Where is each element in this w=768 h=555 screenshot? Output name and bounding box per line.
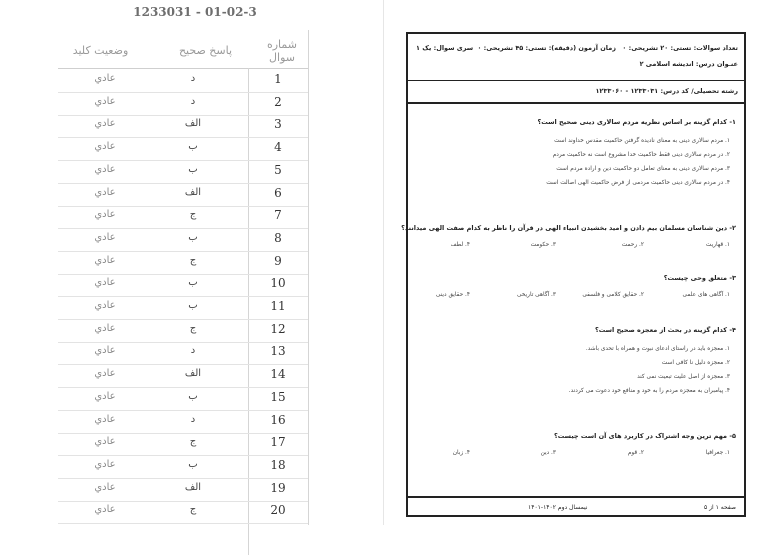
question-number-cell: 5 bbox=[274, 162, 282, 177]
header-correct-answer: پاسخ صحیح bbox=[178, 44, 233, 57]
key-status-cell: عادي bbox=[94, 231, 116, 243]
question-text: ۲- دین شناسان مسلمان بیم دادن و امید بخشیدن انبیاء الهی در قرآن را ناظر به کدام صفت الهی میدانند؟ bbox=[401, 224, 736, 232]
key-status-cell: عادي bbox=[94, 390, 116, 402]
key-status-cell: عادي bbox=[94, 254, 116, 266]
key-status-cell: عادي bbox=[94, 277, 116, 289]
correct-answer-cell: د bbox=[190, 95, 196, 107]
header-divider-line bbox=[408, 80, 744, 81]
key-status-cell: عادي bbox=[94, 141, 116, 153]
option: ۳. معجزه از اصل علیت تبعیت نمی کند bbox=[637, 374, 730, 380]
option: ۲. حقایق کلامی و فلسفی bbox=[582, 292, 644, 298]
exam-footer bbox=[408, 496, 744, 519]
question-text: ۳- متعلق وحی چیست؟ bbox=[663, 274, 736, 282]
correct-answer-cell: ب bbox=[188, 141, 198, 153]
table-row bbox=[58, 161, 308, 184]
question-text: ۵- مهم ترین وجه اشتراک در کاربرد های آن است چیست؟ bbox=[554, 432, 736, 440]
question-number-cell: 10 bbox=[270, 276, 286, 291]
option: ۴. پیامبران به معجزه مردم را به خود و منافع خود دعوت می کردند. bbox=[568, 388, 730, 394]
table-row bbox=[58, 365, 308, 388]
question-number-cell: 11 bbox=[270, 299, 286, 313]
question-number-cell: 2 bbox=[274, 94, 282, 109]
question-count: تعداد سوالات: تستی: ۲۰ تشریحی: ۰ bbox=[622, 44, 738, 52]
question-number-cell: 15 bbox=[270, 389, 286, 404]
key-status-cell: عادي bbox=[94, 95, 116, 107]
correct-answer-cell: الف bbox=[184, 186, 202, 198]
option: ۴. در مردم سالاری دینی حاکمیت مردمی از فرض حاکمیت الهی اصالت است bbox=[546, 180, 730, 186]
table-row bbox=[58, 138, 308, 161]
correct-answer-cell: الف bbox=[184, 368, 202, 380]
correct-answer-cell: ب bbox=[188, 300, 198, 311]
table-row bbox=[58, 297, 308, 320]
key-status-cell: عادي bbox=[94, 504, 116, 516]
correct-answer-cell: ج bbox=[189, 254, 197, 266]
table-row bbox=[58, 184, 308, 207]
term-label: نیمسال دوم ۱۴۰۲-۱۴۰۱ bbox=[528, 504, 588, 511]
correct-answer-cell: ب bbox=[188, 458, 198, 470]
table-row bbox=[58, 433, 308, 456]
question-number-cell: 17 bbox=[270, 435, 286, 450]
question-1 bbox=[416, 118, 736, 186]
answer-key-title: 1233031 - 01-02-3 bbox=[133, 5, 257, 19]
options-row bbox=[416, 242, 736, 252]
header-question-number: شماره سوال bbox=[266, 38, 297, 64]
correct-answer-cell: د bbox=[190, 73, 196, 84]
question-number-cell: 19 bbox=[270, 480, 286, 495]
option: ۴. زبان bbox=[452, 450, 470, 456]
option: ۱. معجزه باید در راستای ادعای نبوت و همراه با تحدی باشد. bbox=[585, 346, 730, 352]
question-4 bbox=[416, 326, 736, 394]
option: ۳. آگاهی تاریخی bbox=[516, 292, 556, 298]
question-number-cell: 20 bbox=[270, 503, 286, 518]
question-number-cell: 13 bbox=[270, 344, 286, 359]
option: ۲. رحمت bbox=[621, 242, 644, 248]
question-number-cell: 16 bbox=[270, 412, 286, 427]
option: ۱. قهاریت bbox=[705, 242, 730, 248]
exam-header bbox=[408, 34, 744, 104]
option: ۱. جغرافیا bbox=[705, 450, 730, 456]
key-status-cell: عادي bbox=[94, 186, 116, 198]
key-status-cell: عادي bbox=[94, 458, 116, 470]
exam-duration: زمان آزمون (دقیقه): تستی: ۴۵ تشریحی: ۰ bbox=[477, 44, 616, 52]
key-status-cell: عادي bbox=[94, 300, 116, 311]
table-row bbox=[58, 252, 308, 275]
question-number-cell: 6 bbox=[274, 185, 282, 200]
question-number-cell: 7 bbox=[274, 208, 282, 223]
option: ۴. لطف bbox=[450, 242, 470, 248]
correct-answer-cell: ب bbox=[188, 277, 198, 289]
question-number-cell: 12 bbox=[270, 321, 286, 336]
option: ۲. قوم bbox=[627, 450, 644, 456]
table-row bbox=[58, 320, 308, 343]
question-number-cell: 3 bbox=[274, 117, 282, 132]
table-row bbox=[58, 229, 308, 252]
key-status-cell: عادي bbox=[94, 436, 116, 448]
correct-answer-cell: ب bbox=[188, 390, 198, 402]
option: ۳. حکومت bbox=[530, 242, 556, 248]
correct-answer-cell: الف bbox=[184, 481, 202, 493]
table-row bbox=[58, 206, 308, 229]
key-status-cell: عادي bbox=[94, 322, 116, 334]
question-number-cell: 8 bbox=[274, 230, 282, 245]
exam-sheet bbox=[401, 32, 746, 517]
correct-answer-cell: ج bbox=[189, 209, 197, 221]
question-number-cell: 14 bbox=[270, 367, 286, 382]
table-row bbox=[58, 115, 308, 138]
correct-answer-cell: د bbox=[190, 413, 196, 425]
question-number-cell: 18 bbox=[270, 457, 286, 472]
question-number-cell: 4 bbox=[274, 140, 282, 155]
question-5 bbox=[416, 432, 736, 460]
correct-answer-cell: ج bbox=[189, 504, 197, 516]
table-row bbox=[58, 342, 308, 365]
correct-answer-cell: الف bbox=[184, 118, 202, 130]
correct-answer-cell: ج bbox=[189, 322, 197, 334]
question-text: ۴- کدام گزینه در بحث از معجزه صحیح است؟ bbox=[594, 326, 736, 334]
answer-key-table bbox=[58, 30, 308, 525]
table-row bbox=[58, 411, 308, 434]
key-status-cell: عادي bbox=[94, 118, 116, 130]
option: ۳. مردم سالاری دینی به معنای تعامل دو حاکمیت دین و اراده مردم است bbox=[556, 166, 730, 172]
key-status-cell: عادي bbox=[94, 163, 116, 175]
question-number-cell: 1 bbox=[274, 72, 282, 86]
options-row bbox=[416, 292, 736, 302]
table-row bbox=[58, 456, 308, 479]
question-2 bbox=[401, 224, 736, 252]
key-status-cell: عادي bbox=[94, 413, 116, 425]
question-text: ۱- کدام گزینه بر اساس نظریه مردم سالاری دینی صحیح است؟ bbox=[537, 118, 736, 126]
table-row bbox=[58, 479, 308, 502]
header-divider bbox=[58, 68, 308, 69]
question-series: سری سوال: یک ۱ bbox=[416, 44, 474, 52]
header-key-status: وضعیت کلید bbox=[72, 44, 129, 57]
table-row bbox=[58, 274, 308, 297]
key-status-cell: عادي bbox=[94, 209, 116, 221]
correct-answer-cell: ج bbox=[189, 436, 197, 448]
option: ۴. حقایق دینی bbox=[435, 292, 470, 298]
options-row bbox=[416, 450, 736, 460]
page-number: صفحه ۱ از ۵ bbox=[704, 504, 736, 511]
table-row bbox=[58, 70, 308, 93]
question-3 bbox=[416, 274, 736, 302]
key-status-cell: عادي bbox=[94, 73, 116, 84]
table-edge bbox=[308, 30, 309, 525]
key-status-cell: عادي bbox=[94, 481, 116, 493]
table-row bbox=[58, 388, 308, 411]
option: ۳. دین bbox=[540, 450, 556, 456]
option: ۲. در مردم سالاری دینی فقط حاکمیت خدا مشروع است نه حاکمیت مردم bbox=[552, 152, 730, 158]
correct-answer-cell: ب bbox=[188, 163, 198, 175]
option: ۱. آگاهی های علمی bbox=[682, 292, 730, 298]
table-row bbox=[58, 93, 308, 116]
option: ۲. معجزه دلیل نا کافی است bbox=[661, 360, 730, 366]
table-row bbox=[58, 501, 308, 524]
course-title: عنـوان درس: اندیشه اسلامی ۲ bbox=[639, 60, 738, 68]
key-status-cell: عادي bbox=[94, 368, 116, 380]
question-number-cell: 9 bbox=[274, 253, 282, 268]
correct-answer-cell: ب bbox=[188, 231, 198, 243]
option: ۱. مردم سالاری دینی به معنای نادیده گرفتن حاکمیت مقدس خداوند است bbox=[554, 138, 730, 144]
correct-answer-cell: د bbox=[190, 345, 196, 357]
field-and-course-code: رشته تحصیلی/ کد درس: ۱۲۳۳۰۳۱ - ۱۲۳۳۰۶۰ bbox=[595, 87, 738, 95]
key-status-cell: عادي bbox=[94, 345, 116, 357]
